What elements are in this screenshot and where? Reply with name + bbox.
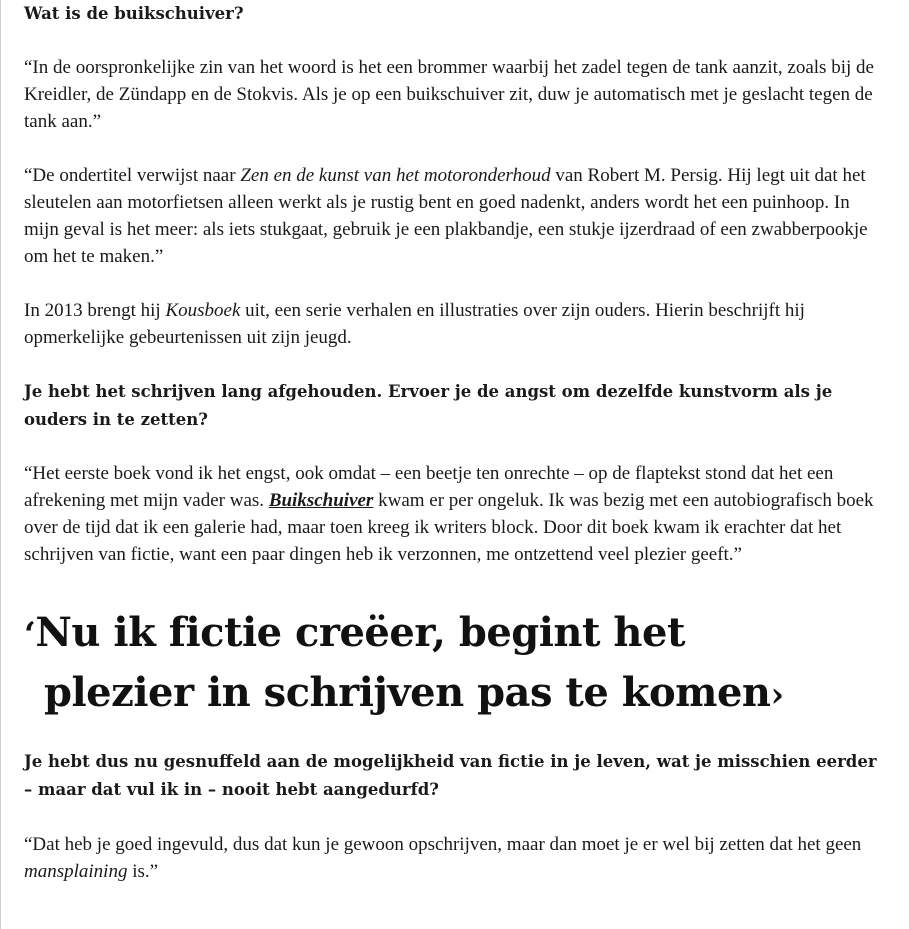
left-border-rule	[0, 0, 1, 929]
book-title-kousboek: Kousboek	[165, 300, 241, 321]
answer3-text-end: kwam er per ongeluk. Ik was bezig met een autobiografisch boek over de tijd dat ik een galerie had, maar toen kreeg ik writers block. Door dit boek kwam ik erachter dat het schrijven van fictie, want een paar dingen heb ik verzonnen, me ontzettend veel plezier geeft.”	[24, 490, 874, 565]
answer3-text-start: “Het eerste boek vond ik het engst, ook omdat – een beetje ten onrechte – op de flaptekst stond dat het een afrekening met mijn vader was.	[24, 463, 834, 511]
book-title-zen: Zen en de kunst van het motoronderhoud	[240, 165, 551, 186]
answer-paragraph-1: “In de oorspronkelijke zin van het woord is het een brommer waarbij het zadel tegen de tank aanzit, zoals bij de Kreidler, de Zündapp en de Stokvis. Als je op een buikschuiver zit, duw je automatisch met je geslacht tegen de tank aan.”	[24, 57, 874, 132]
interview-question-3: Je hebt dus nu gesnuffeld aan de mogelijkheid van fictie in je leven, wat je misschien eerder – maar dat vul ik in – nooit hebt aangedurfd?	[24, 752, 877, 799]
pullquote-close-mark: ›	[770, 675, 784, 715]
interview-question-1: Wat is de buikschuiver?	[24, 4, 244, 23]
para3-text-end: uit, een serie verhalen en illustraties over zijn ouders. Hierin beschrijft hij opmerkelijke gebeurtenissen uit zijn jeugd.	[24, 300, 805, 348]
narrative-paragraph	[24, 297, 884, 351]
answer4-text-end: is.”	[127, 861, 159, 882]
buikschuiver-link[interactable]: Buikschuiver	[268, 490, 374, 511]
answer-paragraph-2	[24, 162, 884, 270]
interview-question-2: Je hebt het schrijven lang afgehouden. Ervoer je de angst om dezelfde kunstvorm als je ouders in te zetten?	[24, 382, 833, 429]
answer2-text-end: van Robert M. Persig. Hij legt uit dat het sleutelen aan motorfietsen alleen werkt als je rustig bent en goed nadenkt, anders wordt het een puinhoop. In mijn geval is het meer: als iets stukgaat, gebruik je een plakbandje, een stukje ijzerdraad of een zwabberpookje om het te maken.”	[24, 165, 868, 267]
para3-text-start: In 2013 brengt hij	[24, 300, 166, 321]
pullquote-open-mark: ‘	[24, 615, 36, 655]
answer2-text-start: “De ondertitel verwijst naar	[24, 165, 241, 186]
pullquote-line-2: plezier in schrijven pas te komen	[44, 669, 771, 716]
pullquote-line-1: Nu ik fictie creëer, begint het	[35, 609, 685, 656]
term-mansplaining: mansplaining	[24, 861, 128, 882]
answer4-text-start: “Dat heb je goed ingevuld, dus dat kun je gewoon opschrijven, maar dan moet je er wel bij zetten dat het geen	[24, 834, 862, 855]
pull-quote	[24, 604, 884, 724]
article-body	[24, 0, 884, 885]
answer-paragraph-3	[24, 460, 884, 568]
answer-paragraph-4	[24, 831, 884, 885]
